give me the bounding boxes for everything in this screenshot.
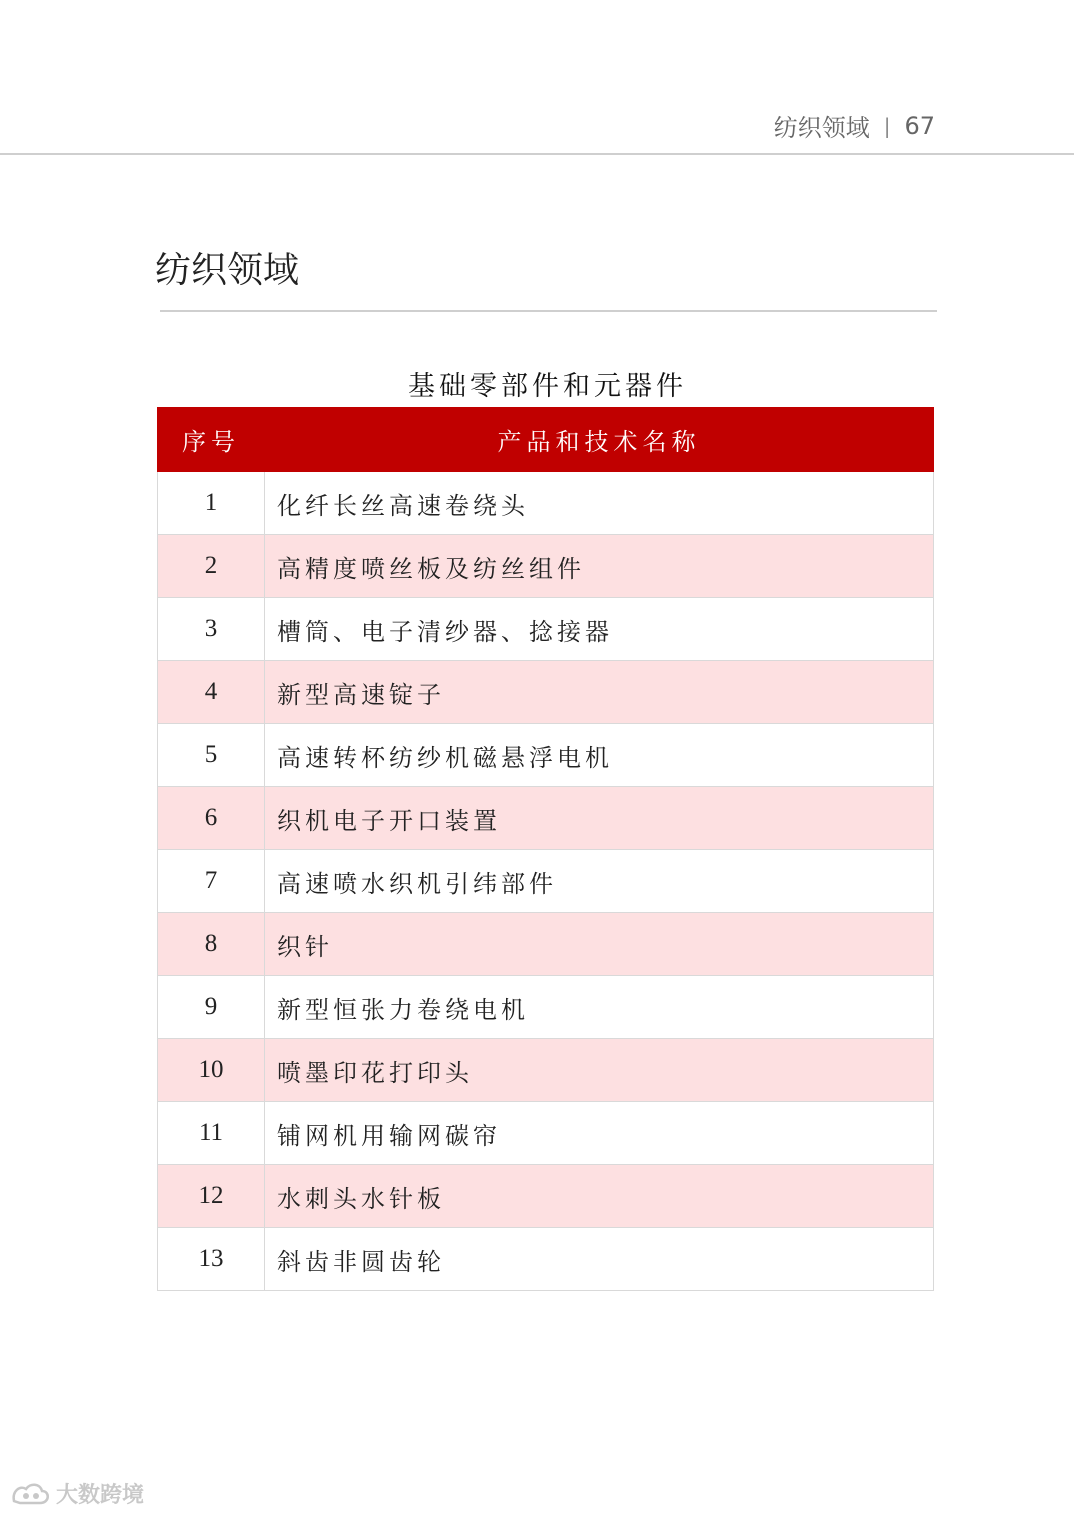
running-header-section: 纺织领域: [773, 114, 870, 142]
row-product-name: 高速喷水织机引纬部件: [265, 850, 934, 913]
row-index: 4: [158, 661, 265, 724]
table-row: [158, 472, 934, 535]
table-header-row: [158, 408, 934, 472]
column-header-name: 产品和技术名称: [265, 408, 934, 472]
row-index: 3: [158, 598, 265, 661]
row-index: 9: [158, 976, 265, 1039]
table-body: [158, 472, 934, 1291]
parts-table: [157, 407, 934, 1291]
section-divider: [160, 310, 937, 312]
table-row: [158, 535, 934, 598]
table-row: [158, 787, 934, 850]
row-product-name: 化纤长丝高速卷绕头: [265, 472, 934, 535]
logo-icon: [10, 1481, 52, 1507]
header-divider: [0, 153, 1074, 155]
row-product-name: 喷墨印花打印头: [265, 1039, 934, 1102]
row-product-name: 斜齿非圆齿轮: [265, 1228, 934, 1291]
row-index: 13: [158, 1228, 265, 1291]
row-product-name: 织机电子开口装置: [265, 787, 934, 850]
row-product-name: 新型恒张力卷绕电机: [265, 976, 934, 1039]
table-row: [158, 724, 934, 787]
running-header-separator: |: [883, 113, 891, 138]
table-row: [158, 913, 934, 976]
row-index: 12: [158, 1165, 265, 1228]
row-index: 10: [158, 1039, 265, 1102]
table-row: [158, 976, 934, 1039]
table-caption: 基础零部件和元器件: [408, 371, 687, 402]
watermark: [10, 1478, 144, 1509]
row-product-name: 槽筒、电子清纱器、捻接器: [265, 598, 934, 661]
row-product-name: 新型高速锭子: [265, 661, 934, 724]
row-index: 2: [158, 535, 265, 598]
row-index: 5: [158, 724, 265, 787]
table-row: [158, 598, 934, 661]
column-header-index: 序号: [158, 408, 265, 472]
running-header: [774, 108, 935, 143]
row-index: 7: [158, 850, 265, 913]
table-row: [158, 1039, 934, 1102]
row-index: 8: [158, 913, 265, 976]
table-row: [158, 850, 934, 913]
watermark-text: 大数跨境: [56, 1483, 145, 1508]
row-index: 11: [158, 1102, 265, 1165]
section-title: 纺织领域: [155, 250, 300, 291]
page-number: 67: [904, 111, 935, 140]
row-index: 1: [158, 472, 265, 535]
row-product-name: 高速转杯纺纱机磁悬浮电机: [265, 724, 934, 787]
table-row: [158, 1165, 934, 1228]
table-row: [158, 661, 934, 724]
row-index: 6: [158, 787, 265, 850]
table-row: [158, 1228, 934, 1291]
row-product-name: 铺网机用输网碳帘: [265, 1102, 934, 1165]
row-product-name: 高精度喷丝板及纺丝组件: [265, 535, 934, 598]
table-row: [158, 1102, 934, 1165]
row-product-name: 水刺头水针板: [265, 1165, 934, 1228]
row-product-name: 织针: [265, 913, 934, 976]
